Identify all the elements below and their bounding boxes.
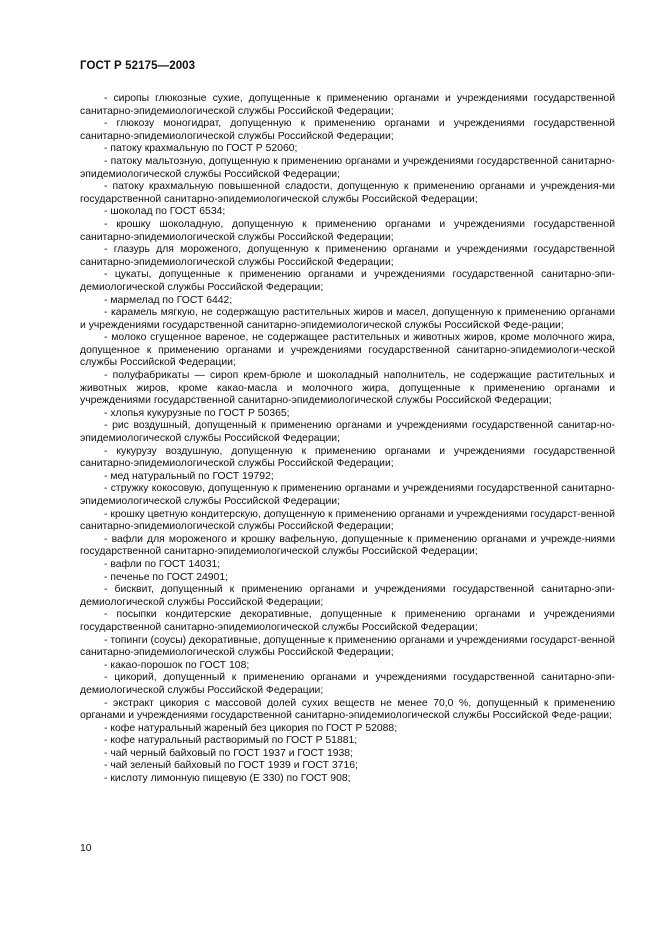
list-item: - молоко сгущенное вареное, не содержащее растительных и животных жиров, кроме молочного жира, допущенное к применению органами и учреждениями государственной санитарно-эпидемиологи-ческой службы Российской Федерации;	[80, 332, 615, 369]
list-item: - мармелад по ГОСТ 6442;	[104, 294, 233, 306]
list-item: - бисквит, допущенный к применению органами и учреждениями государственной санитарно-эпи-демиологической службы Российской Федерации;	[80, 584, 615, 608]
list-item: - экстракт цикория с массовой долей сухих веществ не менее 70,0 %, допущенный к применению органами и учреждениями государственной санитарно-эпидемиологической службы Российской Феде-рации;	[80, 697, 615, 722]
list-item: - стружку кокосовую, допущенную к применению органами и учреждениями государственной санитарно-эпидемиологической службы Российской Федерации;	[80, 483, 615, 507]
list-item: - вафли по ГОСТ 14031;	[104, 558, 221, 570]
list-item: - посыпки кондитерские декоративные, допущенные к применению органами и учреждениями государственной санитарно-эпидемиологической службы Российской Федерации;	[80, 609, 615, 633]
list-item: - крошку цветную кондитерскую, допущенную к применению органами и учреждениями государст-венной санитарно-эпидемиологической службы Российской Федерации;	[80, 508, 615, 533]
list-item: - шоколад по ГОСТ 6534;	[104, 206, 226, 218]
document-header: ГОСТ Р 52175—2003	[80, 60, 196, 72]
list-item: - вафли для мороженого и крошку вафельную, допущенные к применению органами и учрежде-ниями государственной санитарно-эпидемиологической службы Российской Федерации;	[80, 533, 615, 558]
list-item: - цикорий, допущенный к применению органами и учреждениями государственной санитарно-эпи-демиологической службы Российской Федерации;	[80, 672, 615, 696]
list-item: - печенье по ГОСТ 24901;	[104, 571, 229, 583]
list-item: - чай черный байховый по ГОСТ 1937 и ГОСТ 1938;	[104, 747, 353, 759]
list-item: - мед натуральный по ГОСТ 19792;	[104, 470, 274, 482]
list-item: - чай зеленый байховый по ГОСТ 1939 и ГОСТ 3716;	[104, 760, 358, 772]
list-item: - кислоту лимонную пищевую (Е 330) по ГОСТ 908;	[104, 773, 351, 785]
list-item: - карамель мягкую, не содержащую растительных жиров и масел, допущенную к применению органами и учреждениями государственной санитарно-эпидемиологической службы Российской Феде-рации;	[80, 307, 615, 331]
list-item: - глазурь для мороженого, допущенную к применению органами и учреждениями государственной санитарно-эпидемиологической службы Российской Федерации;	[80, 244, 615, 268]
list-item: - патоку мальтозную, допущенную к применению органами и учреждениями государственной санитарно-эпидемиологической службы Российской Федерации;	[80, 155, 615, 180]
list-item: - крошку шоколадную, допущенную к применению органами и учреждениями государственной санитарно-эпидемиологической службы Российской Федерации;	[80, 218, 615, 243]
list-item: - топинги (соусы) декоративные, допущенные к применению органами и учреждениями государст-венной санитарно-эпидемиологической службы Российской Федерации;	[80, 634, 615, 659]
list-item: - глюкозу моногидрат, допущенную к применению органами и учреждениями государственной санитарно-эпидемиологической службы Российской Федерации;	[80, 118, 615, 142]
list-item: - полуфабрикаты — сироп крем-брюле и шоколадный наполнитель, не содержащие растительных и животных жиров, кроме какао-масла и молочного жира, допущенные к применению органами и учреждениями государственной санитарно-эпидемиологической службы Российской Федерации;	[80, 370, 615, 407]
list-item: - цукаты, допущенные к применению органами и учреждениями государственной санитарно-эпи-демиологической службы Российской Федерации;	[80, 269, 615, 293]
list-item: - кукурузу воздушную, допущенную к применению органами и учреждениями государственной санитарно-эпидемиологической службы Российской Федерации;	[80, 445, 615, 470]
list-item: - патоку крахмальную повышенной сладости, допущенную к применению органами и учреждения-ми государственной санитарно-эпидемиологической службы Российской Федерации;	[80, 181, 615, 205]
list-item: - хлопья кукурузные по ГОСТ Р 50365;	[104, 407, 290, 419]
list-item: - кофе натуральный растворимый по ГОСТ Р 51881;	[104, 735, 358, 747]
list-item: - кофе натуральный жареный без цикория по ГОСТ Р 52088;	[104, 722, 398, 734]
page-number: 10	[80, 843, 92, 854]
list-item: - сиропы глюкозные сухие, допущенные к применению органами и учреждениями государственной санитарно-эпидемиологической службы Российской Федерации;	[80, 93, 615, 117]
list-item: - патоку крахмальную по ГОСТ Р 52060;	[104, 143, 298, 155]
list-item: - какао-порошок по ГОСТ 108;	[104, 659, 250, 671]
document-body	[80, 93, 615, 786]
list-item: - рис воздушный, допущенный к применению органами и учреждениями государственной санитар-но-эпидемиологической службы Российской Федерации;	[80, 420, 615, 445]
